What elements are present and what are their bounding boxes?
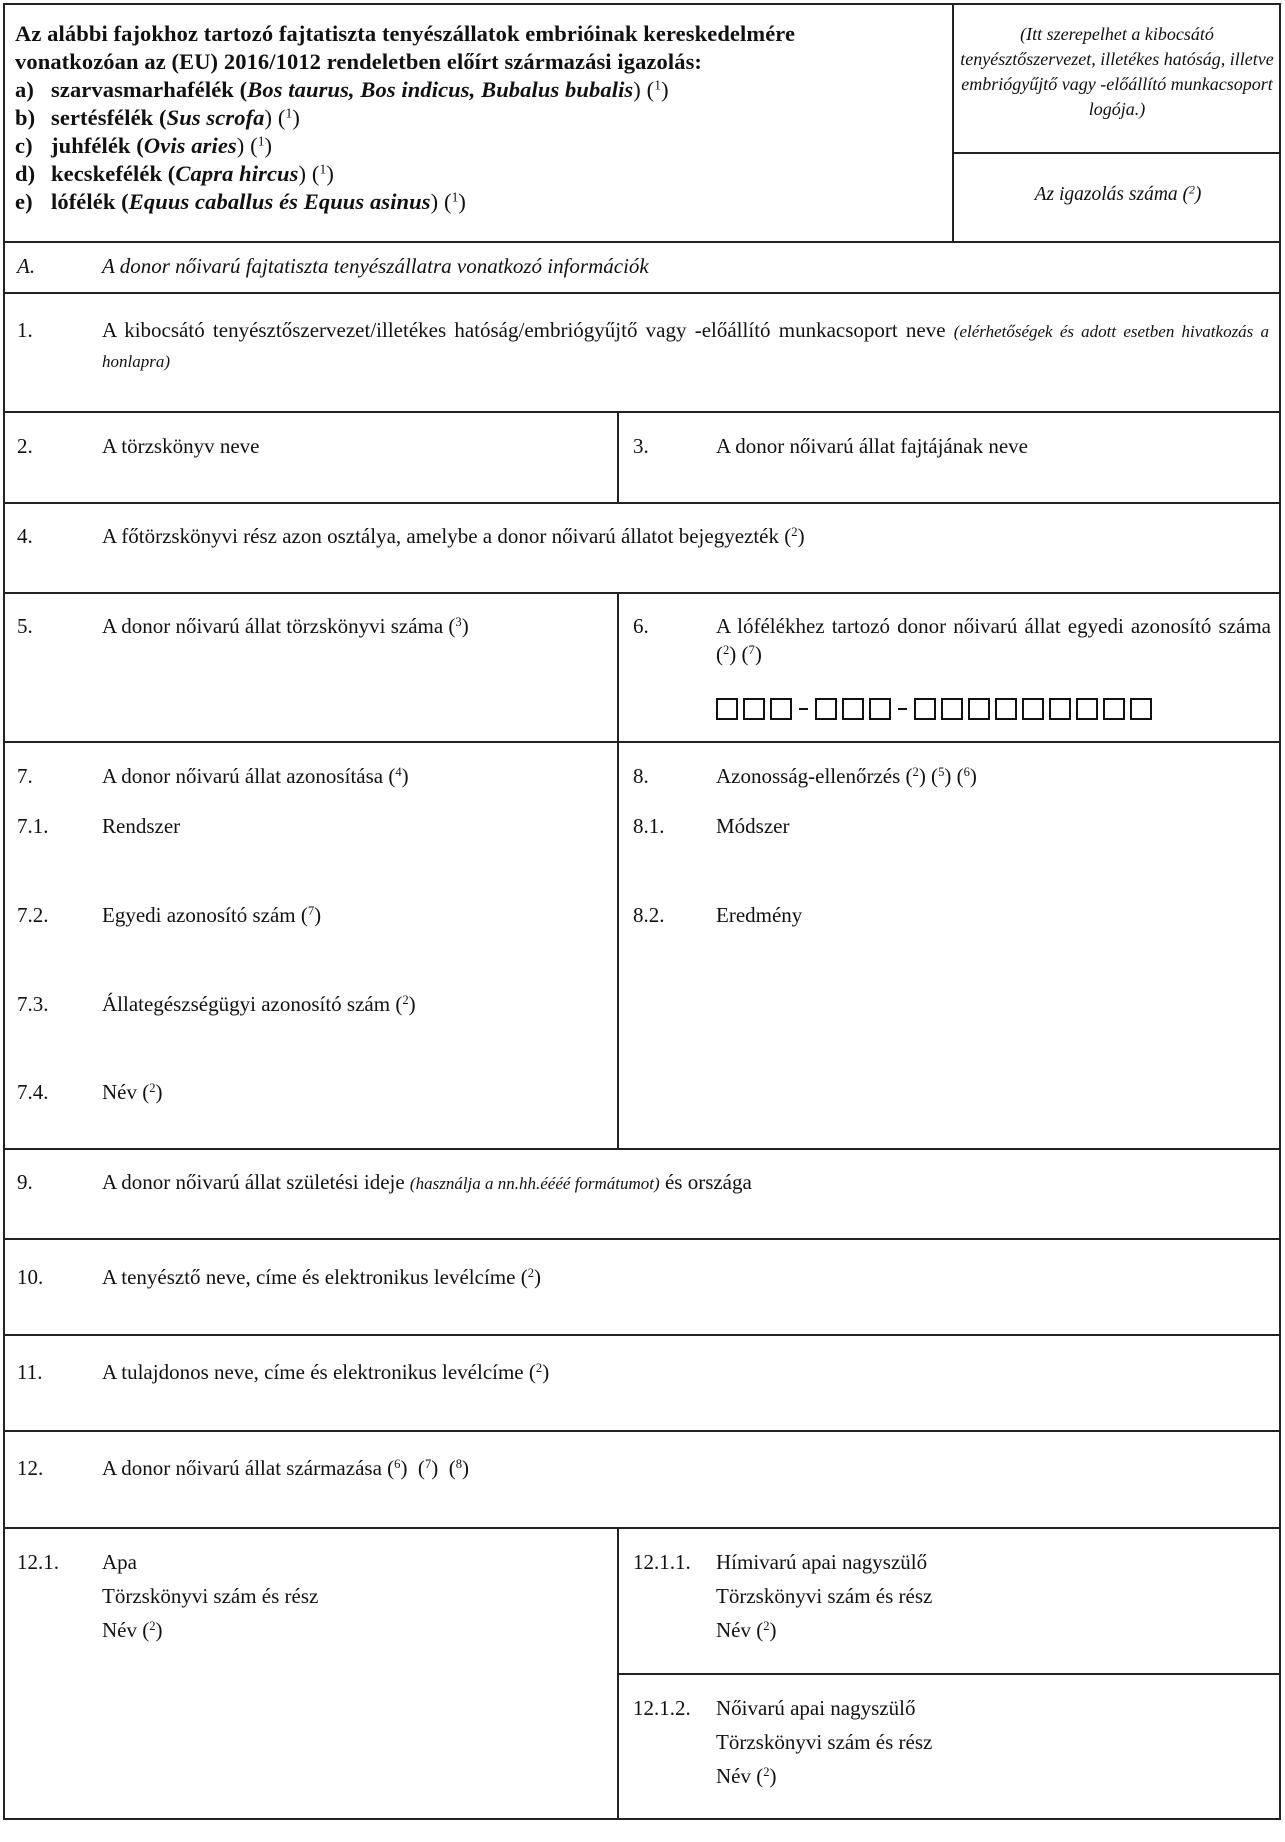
field-2-herdbook-name[interactable]: 2. A törzskönyv neve (17, 434, 260, 458)
certificate-number[interactable]: Az igazolás száma ($^2$) (1034, 183, 1202, 205)
species-item: e) lófélék (Equus caballus és Equus asinus) ($^1$) (15, 189, 467, 214)
field-12-1-1-paternal-grandsire[interactable]: 12.1.1. Hímivarú apai nagyszülő Törzskönyvi szám és rész Név ($^2$) (633, 1550, 933, 1642)
form-title (15, 20, 945, 216)
character-box[interactable] (815, 698, 837, 720)
row-divider (3, 241, 1281, 243)
row-divider (3, 1527, 1281, 1529)
title-line-2: vonatkozóan az (EU) 2016/1012 rendeletben előírt származási igazolás: (15, 49, 703, 74)
row-divider (3, 292, 1281, 294)
field-12-1-2-paternal-granddam[interactable]: 12.1.2. Nőivarú apai nagyszülő Törzskönyvi szám és rész Név ($^2$) (633, 1696, 933, 1788)
header-divider (952, 3, 954, 243)
field-7-1-system[interactable]: 7.1. Rendszer (17, 814, 181, 838)
field-1-issuing-body[interactable]: 1. A kibocsátó tenyésztőszervezet/illetékes hatóság/embriógyűjtő vagy -előállító munkacsoport neve (elérhetőségek és adott esetben hivatkozás a honlapra) (17, 318, 1270, 371)
section-a-heading: A. A donor nőivarú fajtatiszta tenyészállatra vonatkozó információk (17, 254, 649, 278)
field-7-2-unique-id[interactable]: 7.2. Egyedi azonosító szám ($^7$) (17, 903, 322, 927)
field-10-breeder[interactable]: 10. A tenyésztő neve, címe és elektronikus levélcíme ($^2$) (17, 1265, 541, 1289)
row-divider (3, 592, 1281, 594)
field-8-1-method[interactable]: 8.1. Módszer (633, 814, 790, 838)
field-6-unique-id: 6. A lófélékhez tartozó donor nőivarú állat egyedi azonosító száma ($^2$) ($^7$) (619, 612, 1281, 742)
field-9-birth-date-country[interactable]: 9. A donor nőivarú állat születési ideje (használja a nn.hh.éééé formátumot) és országa (17, 1170, 752, 1194)
character-box[interactable] (842, 698, 864, 720)
field-12-pedigree: 12. A donor nőivarú állat származása ($^6$) ($^7$) ($^8$) (17, 1456, 470, 1480)
character-box[interactable] (941, 698, 963, 720)
character-box[interactable] (914, 698, 936, 720)
character-box[interactable] (716, 698, 738, 720)
field-5-registration-number[interactable]: 5. A donor nőivarú állat törzskönyvi száma ($^3$) (17, 614, 469, 638)
unique-id-boxes[interactable] (716, 698, 1152, 720)
species-item: c) juhfélék (Ovis aries) ($^1$) (15, 133, 273, 158)
field-7-4-name[interactable]: 7.4. Név ($^2$) (17, 1080, 163, 1104)
character-box[interactable] (995, 698, 1017, 720)
row-divider (3, 502, 1281, 504)
logo-placeholder: (Itt szerepelhet a kibocsátó tenyésztőszervezet, illetékes hatóság, illetve embriógyűjtő vagy -előállító munkacsoport logója.) (960, 24, 1274, 119)
field-7-heading: 7. A donor nőivarú állat azonosítása ($^4$) (17, 764, 409, 788)
character-box[interactable] (869, 698, 891, 720)
row-divider (3, 1148, 1281, 1150)
field-7-identification (3, 762, 617, 1148)
character-box[interactable] (968, 698, 990, 720)
row-divider (3, 1334, 1281, 1336)
row-divider (3, 1430, 1281, 1432)
field-8-identity-verification (619, 762, 1281, 1148)
character-box[interactable] (1076, 698, 1098, 720)
field-8-heading: 8. Azonosság-ellenőrzés ($^2$) ($^5$) ($^6$) (633, 764, 977, 788)
field-11-owner[interactable]: 11. A tulajdonos neve, címe és elektronikus levélcíme ($^2$) (17, 1360, 550, 1384)
character-box[interactable] (1049, 698, 1071, 720)
field-4-herdbook-class[interactable]: 4. A főtörzskönyvi rész azon osztálya, amelybe a donor nőivarú állatot bejegyezték ($^2$) (17, 524, 805, 548)
field-12-1-sire[interactable]: 12.1. Apa Törzskönyvi szám és rész Név ($^2$) (17, 1550, 319, 1642)
row-divider (3, 1238, 1281, 1240)
character-box[interactable] (770, 698, 792, 720)
field-3-breed-name[interactable]: 3. A donor nőivarú állat fajtájának neve (633, 434, 1028, 458)
character-box[interactable] (743, 698, 765, 720)
character-box[interactable] (1022, 698, 1044, 720)
certificate-number-label: Az igazolás száma (1034, 184, 1178, 205)
row-divider (3, 411, 1281, 413)
separator-dash (898, 708, 907, 710)
row-divider (617, 1673, 1281, 1675)
species-item: b) sertésfélék (Sus scrofa) ($^1$) (15, 105, 300, 130)
species-item: a) szarvasmarhafélék (Bos taurus, Bos indicus, Bubalus bubalis) ($^1$) (15, 77, 669, 102)
separator-dash (799, 708, 808, 710)
species-item: d) kecskefélék (Capra hircus) ($^1$) (15, 161, 334, 186)
field-7-3-health-id[interactable]: 7.3. Állategészségügyi azonosító szám ($^2$) (17, 992, 416, 1016)
title-line-1: Az alábbi fajokhoz tartozó fajtatiszta tenyészállatok embrióinak kereskedelmére (15, 21, 796, 46)
character-box[interactable] (1103, 698, 1125, 720)
logo-divider (952, 152, 1281, 154)
field-8-2-result[interactable]: 8.2. Eredmény (633, 903, 803, 927)
character-box[interactable] (1130, 698, 1152, 720)
